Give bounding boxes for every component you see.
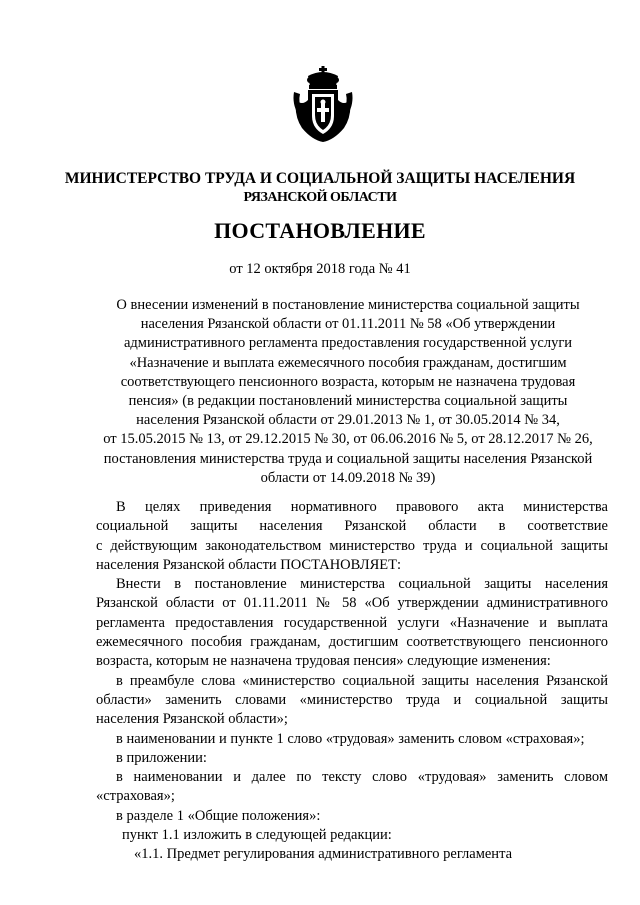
- document-subject-title: [88, 296, 608, 488]
- title-line: населения Рязанской области от 01.11.2011 № 58 «Об утверждении: [140, 316, 556, 333]
- document-type-title: ПОСТАНОВЛЕНИЕ: [214, 218, 426, 243]
- title-line: пенсия» (в редакции постановлений министерства социальной защиты: [128, 393, 568, 410]
- body-line: населения Рязанской области ПОСТАНОВЛЯЕТ:: [96, 556, 402, 573]
- body-line: возраста, которым не назначена трудовая пенсия» следующие изменения:: [96, 653, 551, 670]
- ministry-name-line2: РЯЗАНСКОЙ ОБЛАСТИ: [243, 190, 397, 205]
- body-line: в приложении:: [116, 749, 207, 766]
- title-line: административного регламента предоставления государственной услуги: [123, 335, 573, 352]
- title-line: от 15.05.2015 № 13, от 29.12.2015 № 30, от 06.06.2016 № 5, от 28.12.2017 № 26,: [103, 431, 593, 448]
- body-line: Рязанской области от 01.11.2011 № 58 «Об утверждении административного: [96, 595, 608, 612]
- body-line: «1.1. Предмет регулирования административного регламента: [134, 846, 513, 863]
- body-line: в наименовании и далее по тексту слово «трудовая» заменить словом: [116, 769, 608, 786]
- title-line: О внесении изменений в постановление министерства социальной защиты: [116, 297, 580, 313]
- body-line: ежемесячного пособия гражданам, достигшим соответствующего пенсионного: [96, 634, 608, 651]
- title-line: населения Рязанской области от 29.01.2013 № 1, от 30.05.2014 № 34,: [136, 412, 560, 429]
- body-line: в разделе 1 «Общие положения»:: [116, 807, 321, 824]
- body-line: Внести в постановление министерства социальной защиты населения: [116, 576, 608, 593]
- coat-of-arms-emblem: [292, 66, 354, 142]
- body-line: регламента предоставления государственной услуги «Назначение и выплата: [96, 614, 608, 631]
- title-line: постановления министерства труда и социальной защиты населения Рязанской: [103, 450, 593, 467]
- title-line: соответствующего пенсионного возраста, которым не назначена трудовая: [120, 373, 576, 390]
- title-line: области от 14.09.2018 № 39): [260, 469, 436, 486]
- body-line: в наименовании и пункте 1 слово «трудовая» заменить словом «страховая»;: [116, 730, 585, 747]
- body-line: «страховая»;: [96, 788, 175, 805]
- body-line: области» заменить словами «министерство труда и социальной защиты: [96, 691, 608, 708]
- body-line: с действующим законодательством министерство труда и социальной защиты: [96, 537, 608, 554]
- ministry-name-line1: МИНИСТЕРСТВО ТРУДА И СОЦИАЛЬНОЙ ЗАЩИТЫ НАСЕЛЕНИЯ: [64, 170, 576, 187]
- body-line: социальной защиты населения Рязанской области в соответствие: [96, 518, 608, 535]
- title-line: «Назначение и выплата ежемесячного пособия гражданам, достигшим: [129, 354, 567, 371]
- body-line: населения Рязанской области»;: [96, 711, 288, 728]
- document-date-number: от 12 октября 2018 года № 41: [229, 261, 411, 277]
- body-line: В целях приведения нормативного правового акта министерства: [116, 499, 608, 515]
- body-line: в преамбуле слова «министерство социальной защиты населения Рязанской: [116, 672, 608, 689]
- document-body: [96, 498, 608, 865]
- body-line: пункт 1.1 изложить в следующей редакции:: [122, 827, 392, 844]
- ministry-name: [40, 169, 600, 207]
